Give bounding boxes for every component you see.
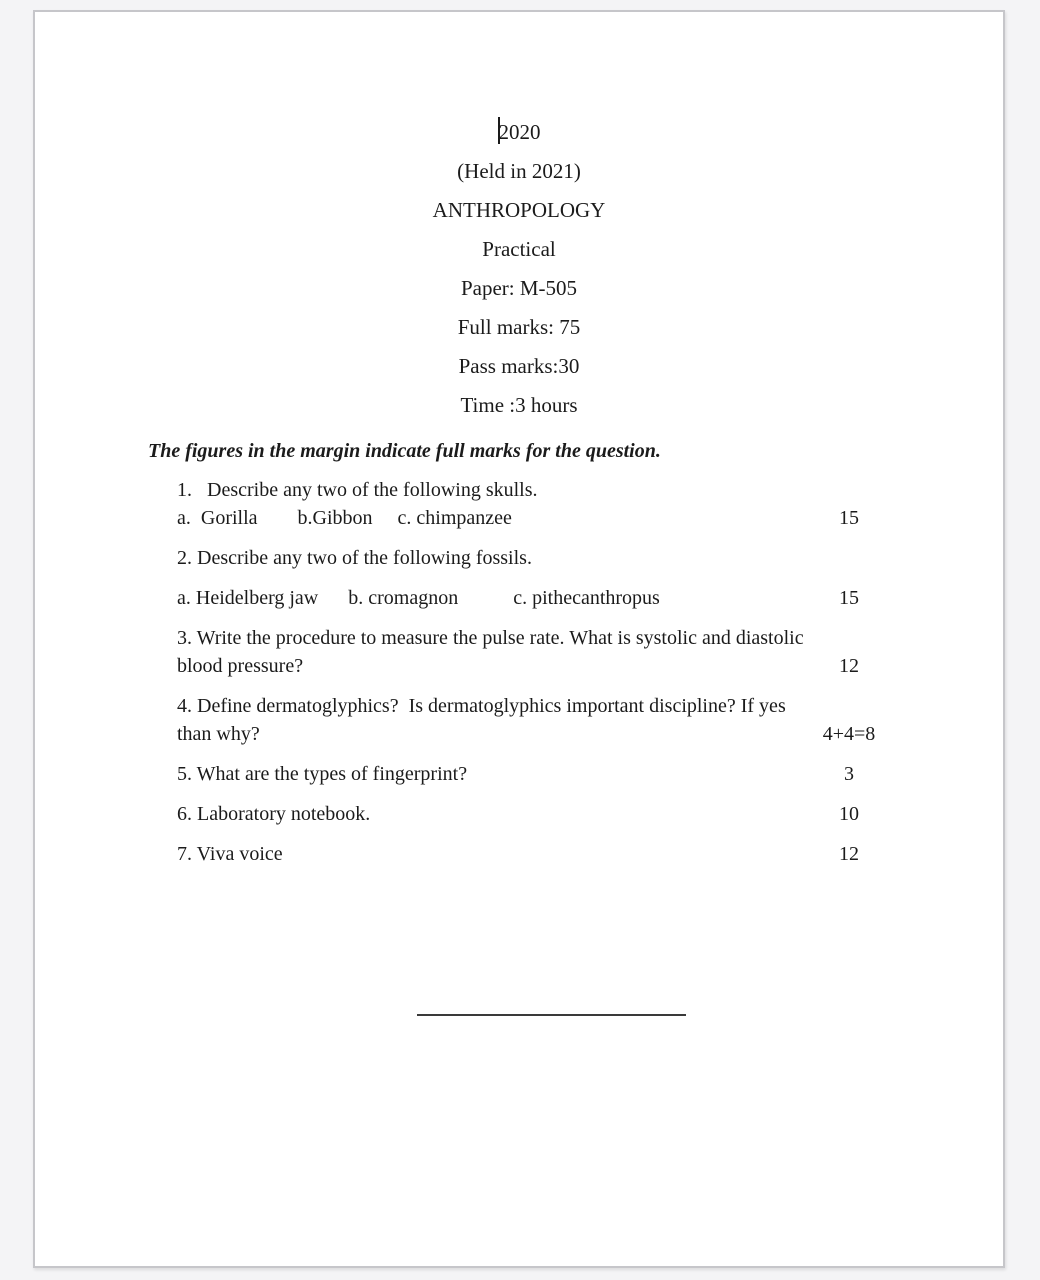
- exam-title-block: [35, 12, 1003, 425]
- footer-rule: [417, 1014, 686, 1016]
- document-page: [33, 10, 1005, 1268]
- question-options: a. Gorilla b.Gibbon c. chimpanzee: [177, 507, 512, 529]
- exam-full-marks: Full marks: 75: [457, 315, 581, 339]
- question-marks: 4+4=8: [822, 723, 876, 745]
- marks-instruction: The figures in the margin indicate full marks for the question.: [148, 440, 661, 462]
- question-text: 6. Laboratory notebook.: [177, 803, 371, 825]
- question-marks: 12: [839, 843, 859, 865]
- exam-year-line: [35, 113, 1003, 152]
- question-marks: 12: [839, 655, 859, 677]
- question-text: than why?: [177, 723, 260, 745]
- question-4: [177, 692, 917, 748]
- question-text: 1. Describe any two of the following skulls.: [177, 479, 538, 501]
- exam-type: Practical: [482, 237, 556, 261]
- exam-time: Time :3 hours: [460, 393, 578, 417]
- question-marks: 3: [844, 763, 854, 785]
- question-text: blood pressure?: [177, 655, 304, 677]
- exam-subject: ANTHROPOLOGY: [432, 198, 606, 222]
- question-marks: 10: [839, 803, 859, 825]
- exam-paper-code: Paper: M-505: [460, 276, 578, 300]
- question-1: [177, 476, 917, 532]
- question-marks: 15: [839, 587, 859, 609]
- question-2-options: [177, 584, 917, 612]
- question-text: 4. Define dermatoglyphics? Is dermatoglyphics important discipline? If yes: [177, 695, 786, 717]
- question-2: [177, 544, 917, 572]
- question-7: [177, 840, 917, 868]
- exam-year: 2020: [498, 120, 541, 144]
- question-marks: 15: [839, 507, 859, 529]
- exam-held-in: (Held in 2021): [457, 159, 581, 183]
- question-list: [177, 476, 917, 868]
- question-5: [177, 760, 917, 788]
- question-options: a. Heidelberg jaw b. cromagnon c. pithecanthropus: [177, 587, 660, 609]
- question-text: 2. Describe any two of the following fossils.: [177, 547, 532, 569]
- question-text: 3. Write the procedure to measure the pulse rate. What is systolic and diastolic: [177, 627, 804, 649]
- exam-pass-marks: Pass marks:30: [458, 354, 580, 378]
- question-3: [177, 624, 917, 680]
- question-text: 7. Viva voice: [177, 843, 283, 865]
- question-6: [177, 800, 917, 828]
- question-text: 5. What are the types of fingerprint?: [177, 763, 468, 785]
